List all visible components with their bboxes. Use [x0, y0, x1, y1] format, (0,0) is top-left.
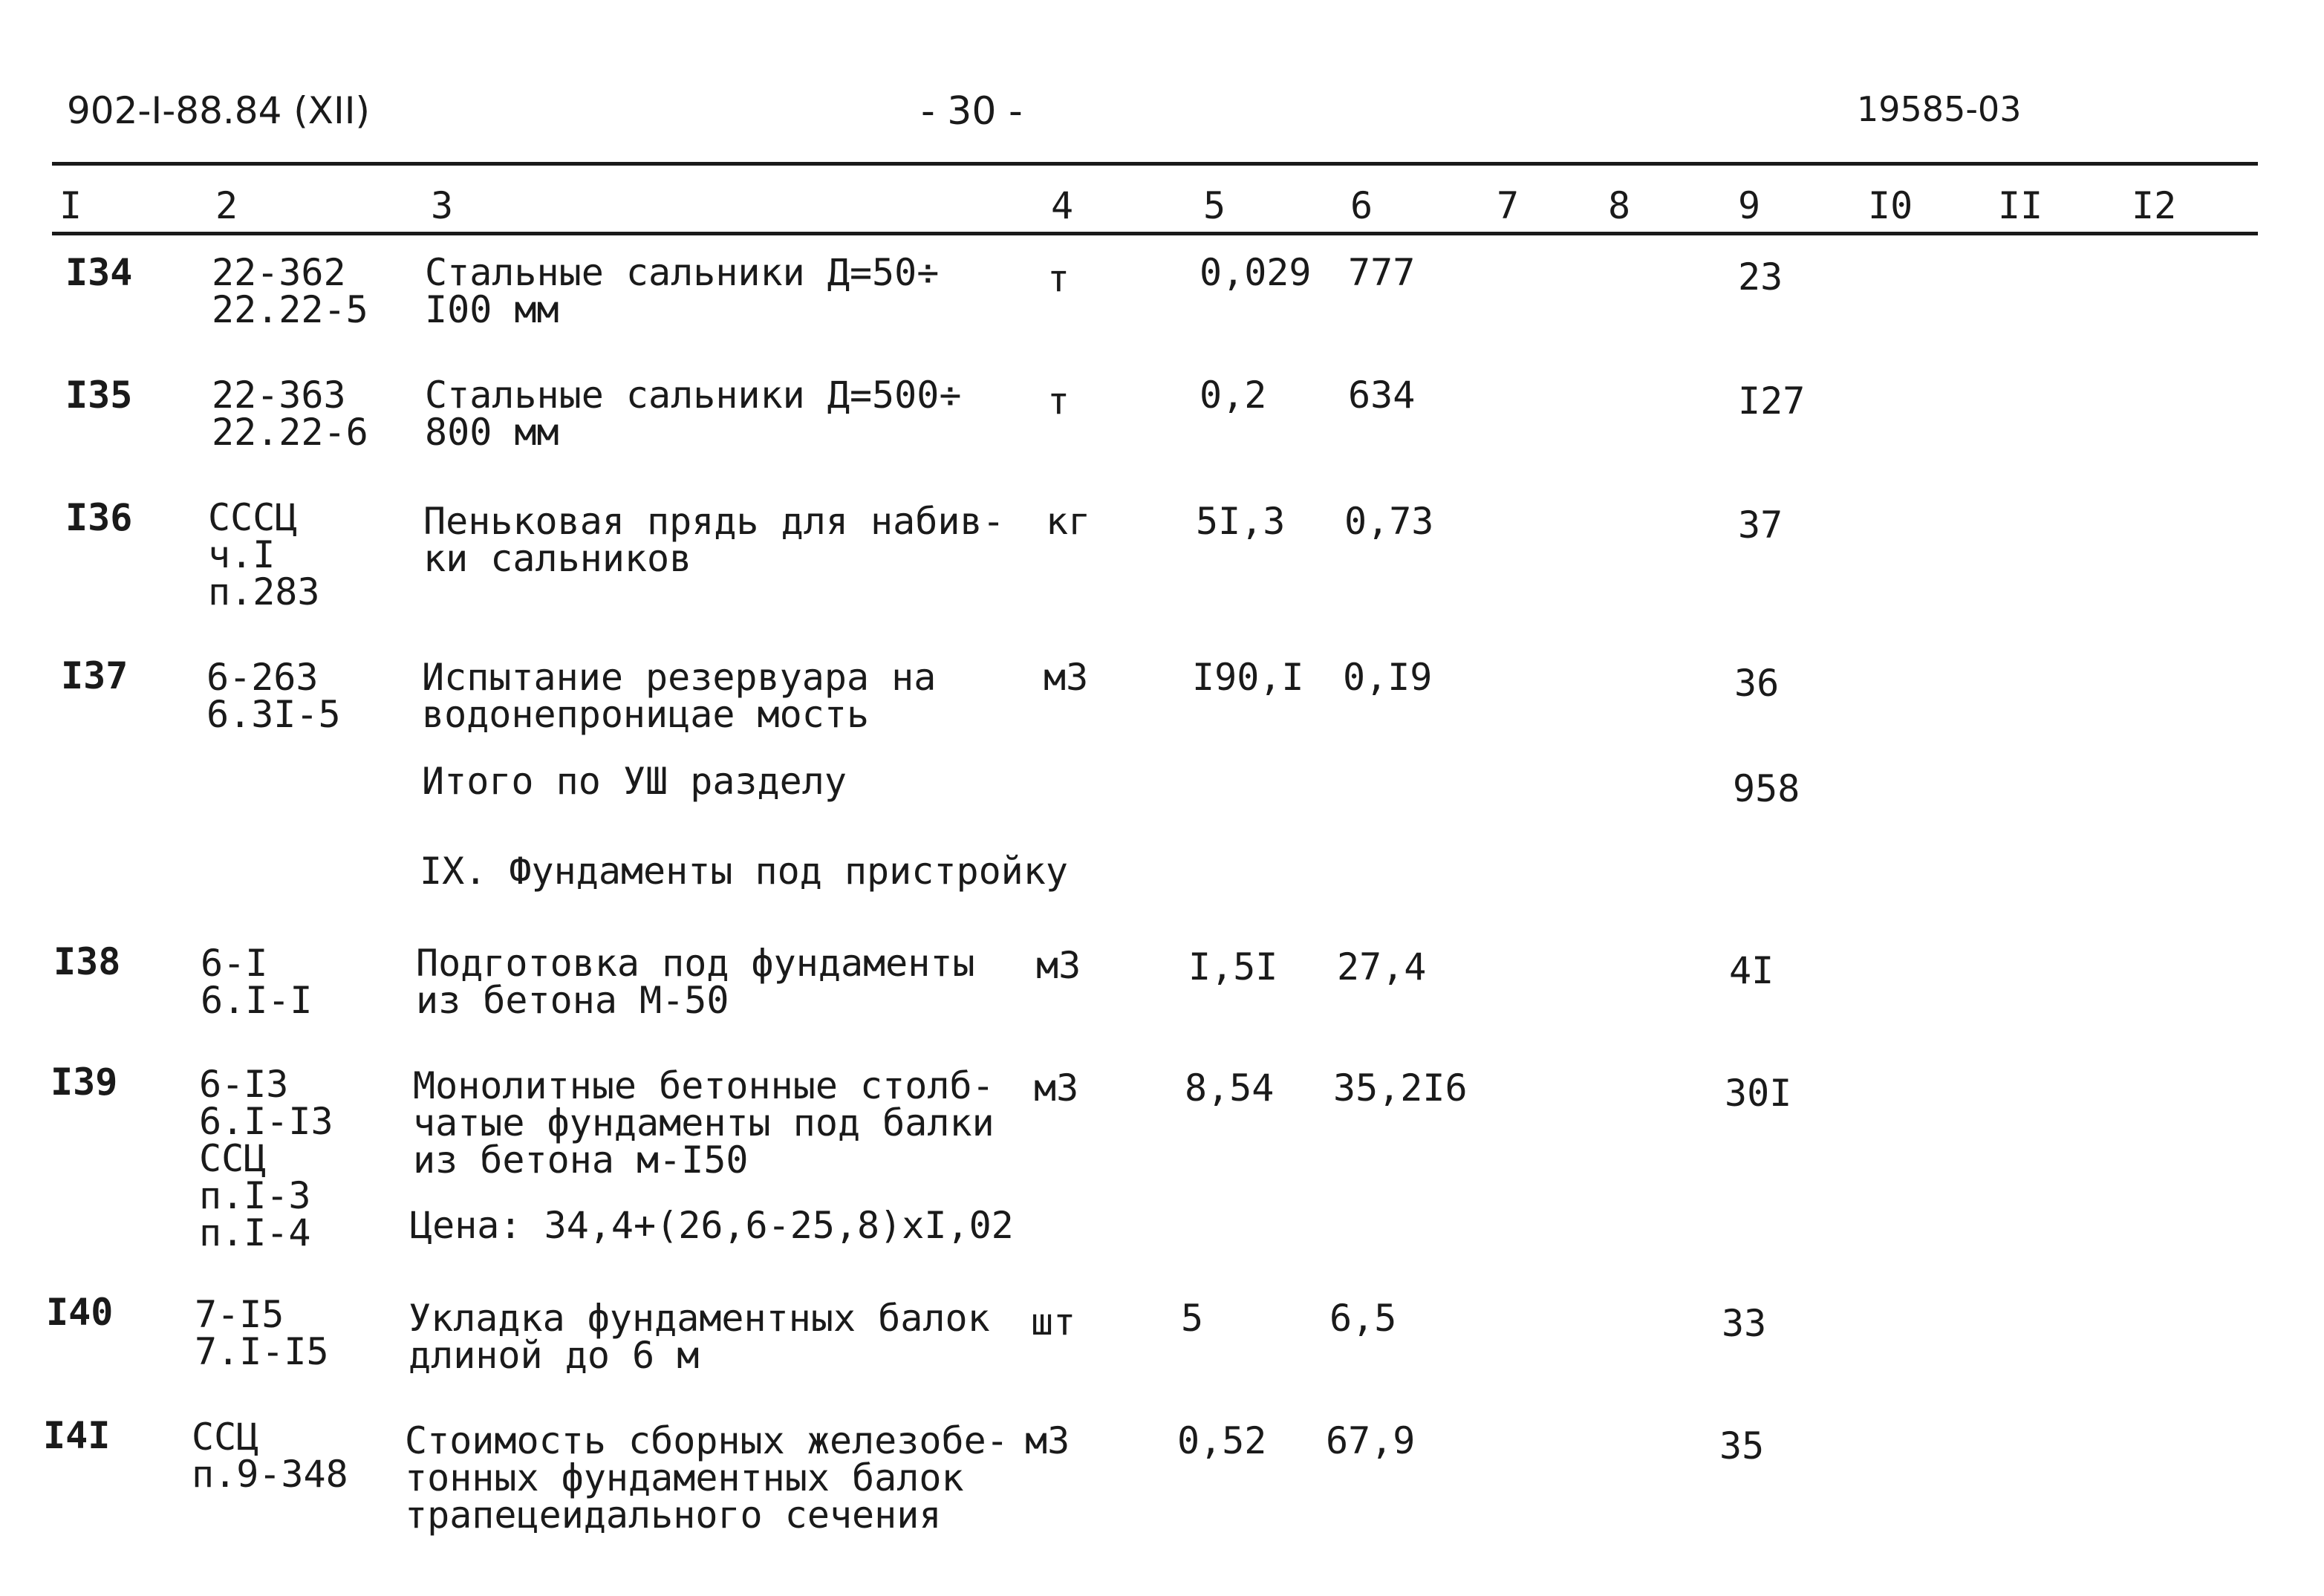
- col-head-8: 8: [1608, 184, 1631, 227]
- document-code: 902-I-88.84 (XII): [67, 89, 371, 132]
- row-number: I34: [65, 251, 133, 294]
- row-price: 67,9: [1326, 1419, 1416, 1462]
- row-number: I38: [53, 940, 121, 983]
- section-title: IX. Фундаменты под пристройку: [420, 850, 1068, 893]
- col-head-7: 7: [1497, 184, 1520, 227]
- subtotal-label: Итого по УШ разделу: [422, 760, 847, 803]
- page-number: - 30 -: [921, 89, 1023, 134]
- header-rule-top: [52, 162, 2258, 166]
- col-head-10: I0: [1868, 184, 1913, 227]
- col-head-2: 2: [215, 184, 238, 227]
- row-description: Стоимость сборных железобе- тонных фундаментных балок трапецеидального сечения: [405, 1419, 1009, 1537]
- row-unit: шт: [1031, 1300, 1076, 1343]
- row-total: 4I: [1729, 949, 1774, 992]
- row-quantity: 5I,3: [1196, 500, 1286, 543]
- row-unit: м3: [1036, 944, 1081, 987]
- row-quantity: I90,I: [1192, 656, 1304, 699]
- row-quantity: I,5I: [1188, 945, 1278, 988]
- row-total: 23: [1738, 255, 1783, 299]
- row-unit: м3: [1044, 656, 1089, 699]
- row-number: I39: [51, 1061, 118, 1104]
- row-price: 777: [1348, 251, 1416, 294]
- row-unit: кг: [1046, 500, 1091, 543]
- row-number: I40: [46, 1291, 114, 1334]
- row-total: 33: [1722, 1302, 1767, 1345]
- row-total: 35: [1719, 1424, 1765, 1468]
- col-head-3: 3: [431, 184, 454, 227]
- col-head-6: 6: [1350, 184, 1373, 227]
- row-price: 6,5: [1329, 1297, 1397, 1340]
- row-price: 35,2I6: [1333, 1066, 1468, 1110]
- row-unit: м3: [1034, 1066, 1079, 1110]
- row-number: I37: [61, 654, 128, 697]
- row-unit: м3: [1025, 1419, 1070, 1462]
- col-head-9: 9: [1738, 184, 1761, 227]
- col-head-12: I2: [2132, 184, 2177, 227]
- row-price: 0,I9: [1343, 656, 1433, 699]
- row-price: 634: [1348, 374, 1416, 417]
- row-description: Испытание резервуара на водонепроницае мость: [422, 656, 937, 736]
- col-head-11: II: [1998, 184, 2043, 227]
- document-id: 19585-03: [1857, 89, 2022, 129]
- row-total: 30I: [1725, 1072, 1792, 1115]
- row-number: I36: [65, 496, 133, 539]
- row-price: 0,73: [1344, 500, 1434, 543]
- row-description: Монолитные бетонные столб- чатые фундаменты под балки из бетона м-I50: [413, 1064, 995, 1182]
- row-code: 22-362 22.22-5: [212, 251, 368, 331]
- row-quantity: 0,52: [1177, 1419, 1267, 1462]
- row-quantity: 8,54: [1185, 1066, 1275, 1110]
- row-code: 6-I 6.I-I: [201, 942, 313, 1022]
- row-description: Стальные сальники Д=500÷ 800 мм: [425, 374, 962, 454]
- subtotal-value: 958: [1733, 767, 1800, 810]
- row-number: I35: [65, 374, 133, 417]
- row-quantity: 0,2: [1200, 374, 1267, 417]
- row-unit: т: [1047, 257, 1070, 300]
- row-code: ССЦ п.9-348: [192, 1416, 348, 1496]
- row-total: 37: [1738, 504, 1783, 547]
- col-head-4: 4: [1051, 184, 1074, 227]
- row-description: Укладка фундаментных балок длиной до 6 м: [409, 1297, 990, 1377]
- row-description: Пеньковая прядь для набив- ки сальников: [423, 500, 1005, 580]
- price-note: Цена: 34,4+(26,6-25,8)xI,02: [410, 1204, 1014, 1247]
- col-head-5: 5: [1203, 184, 1226, 227]
- row-total: I27: [1738, 380, 1806, 423]
- row-price: 27,4: [1337, 945, 1427, 988]
- row-total: 36: [1734, 662, 1780, 705]
- row-quantity: 0,029: [1200, 251, 1312, 294]
- row-description: Подготовка под фундаменты из бетона М-50: [416, 942, 975, 1022]
- header-rule-bottom: [52, 232, 2258, 235]
- row-code: 7-I5 7.I-I5: [195, 1293, 329, 1373]
- row-quantity: 5: [1181, 1297, 1204, 1340]
- row-code: СССЦ ч.I п.283: [208, 496, 320, 613]
- row-code: 22-363 22.22-6: [212, 374, 368, 454]
- col-head-1: I: [59, 184, 82, 227]
- row-code: 6-I3 6.I-I3 ССЦ п.I-3 п.I-4: [199, 1063, 333, 1254]
- row-code: 6-263 6.3I-5: [206, 656, 341, 736]
- row-unit: т: [1047, 380, 1070, 423]
- row-number: I4I: [43, 1414, 111, 1457]
- row-description: Стальные сальники Д=50÷ I00 мм: [425, 251, 940, 331]
